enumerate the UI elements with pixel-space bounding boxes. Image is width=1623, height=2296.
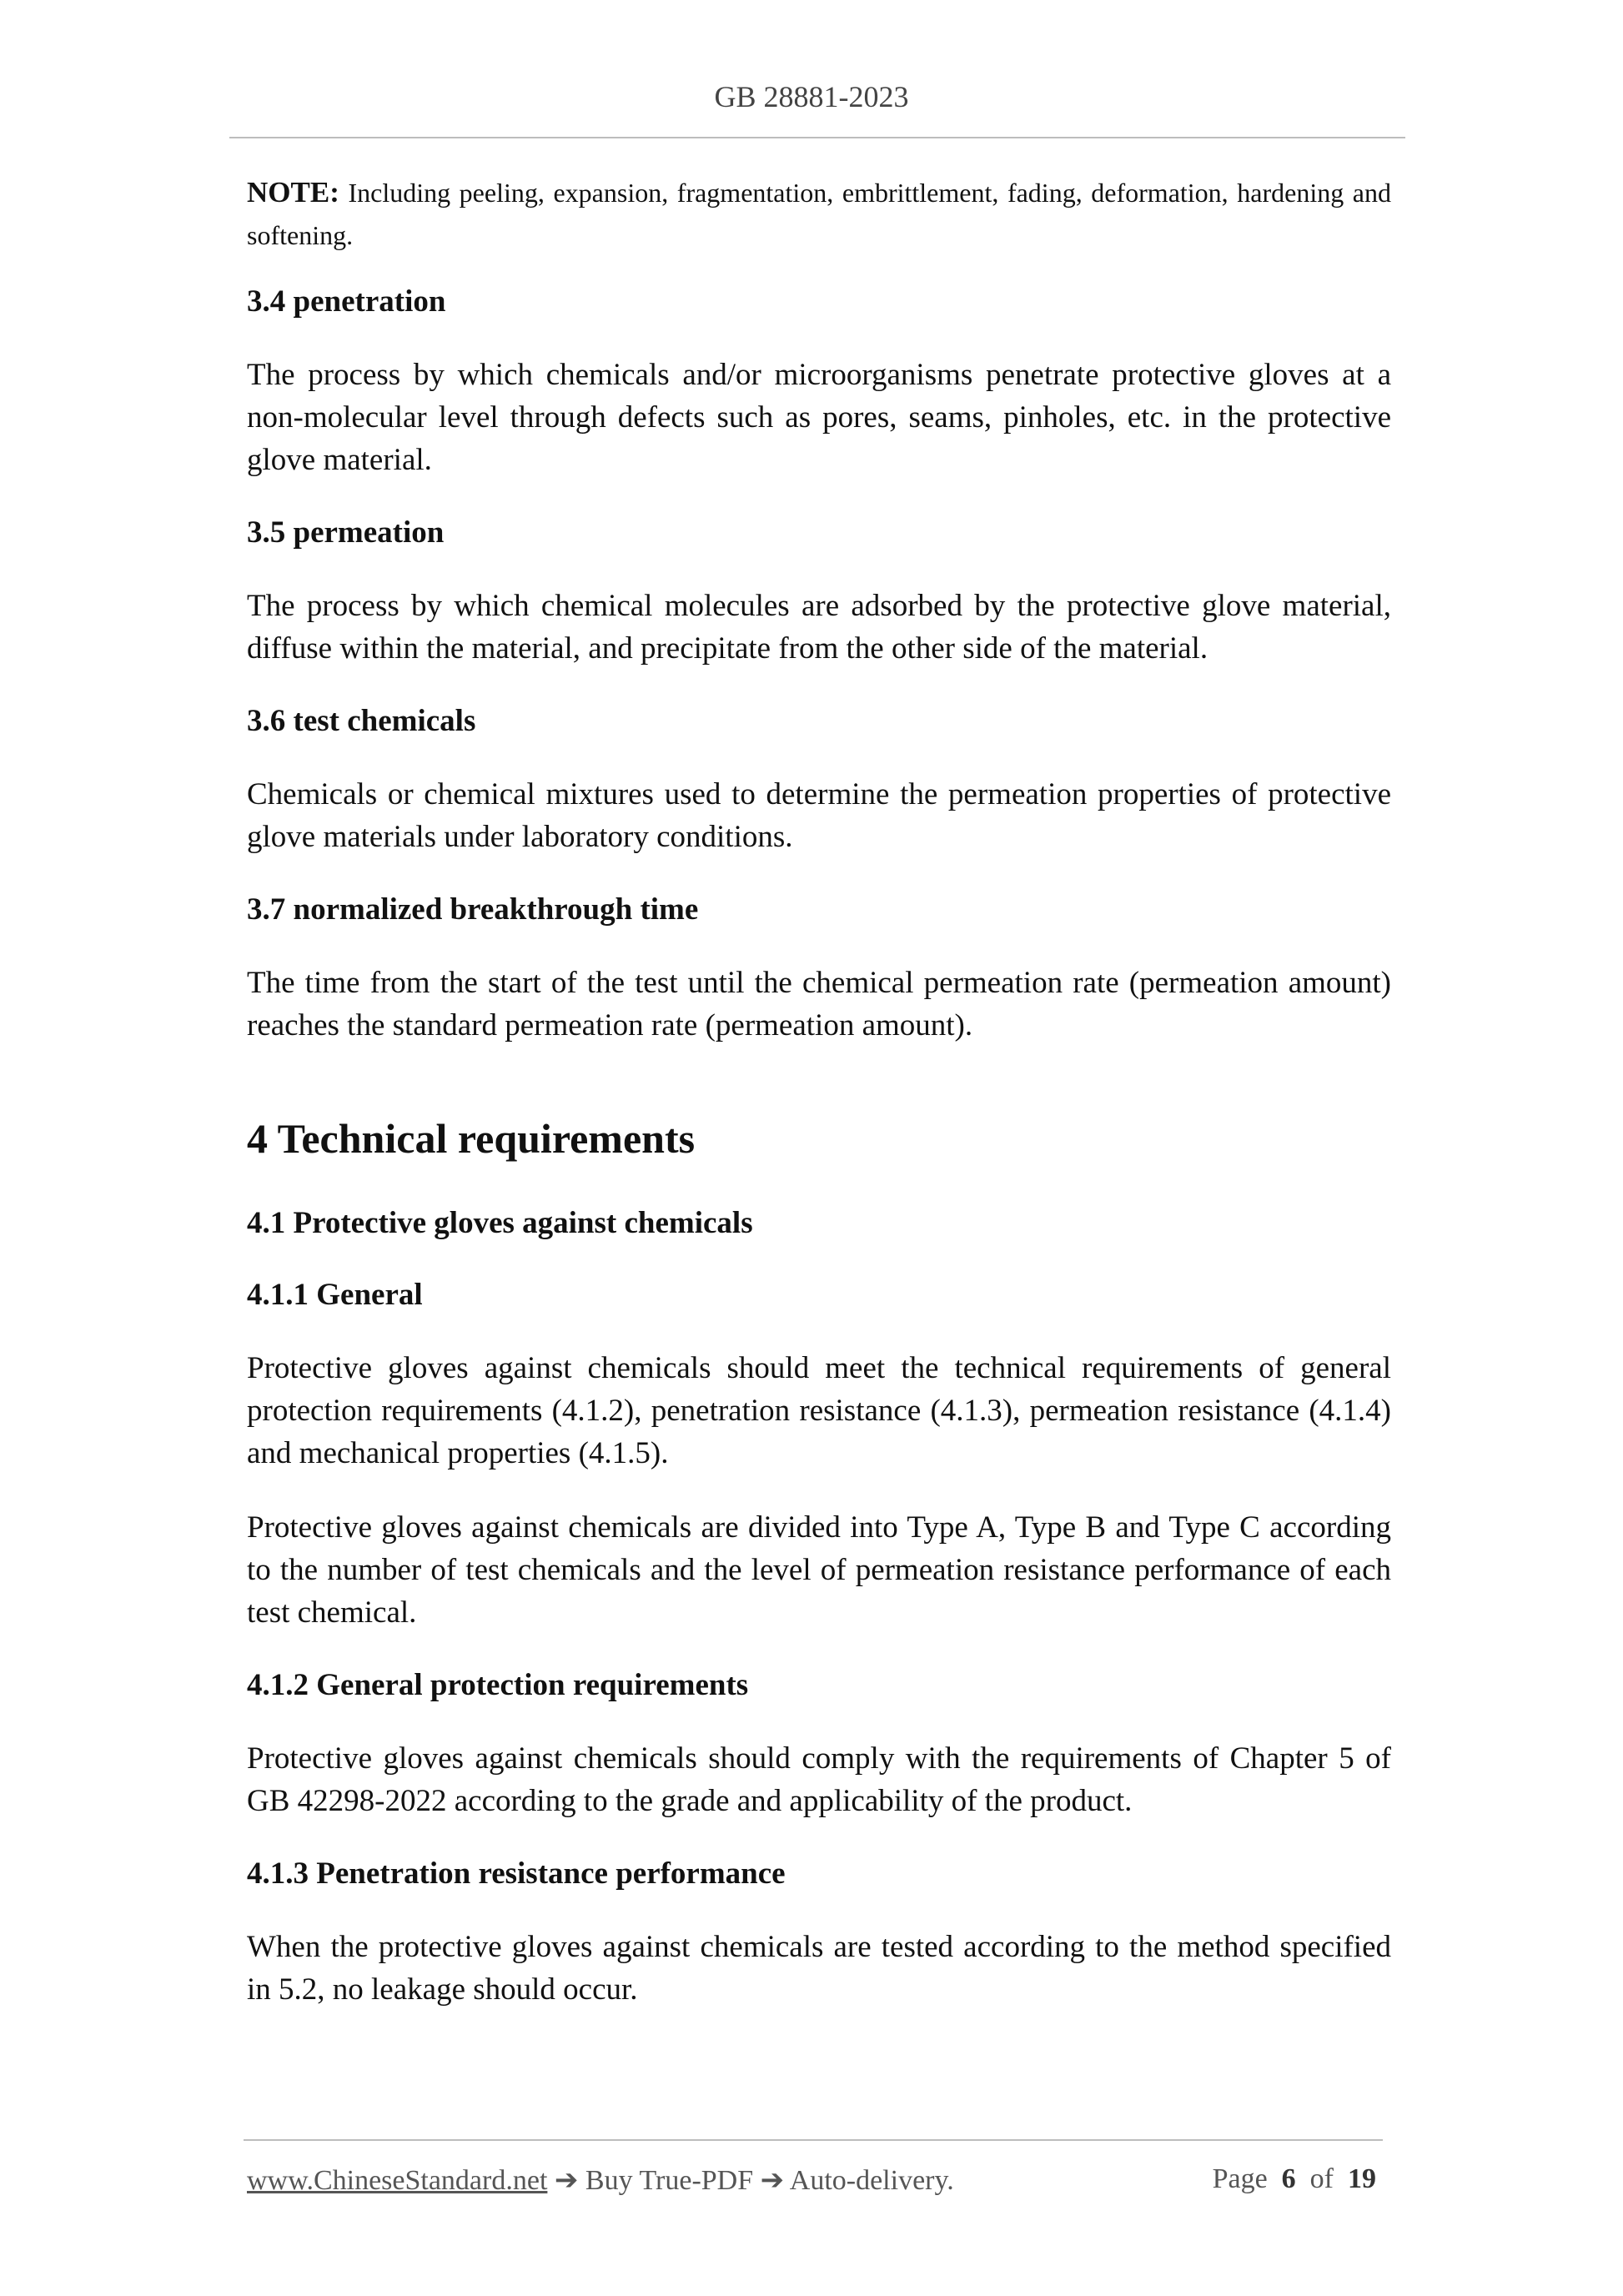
paragraph-4-1-3: When the protective gloves against chemicals are tested according to the method specified in 5.2, no leakage should occur. xyxy=(247,1930,1391,2007)
paragraph-4-1-1-a: Protective gloves against chemicals should meet the technical requirements of general protection requirements (4.1.2), penetration resistance (4.1.3), permeation resistance (4.1.4) and mechanical properties (4.1.5). xyxy=(247,1351,1391,1470)
paragraph-3-4: The process by which chemicals and/or microorganisms penetrate protective gloves at a non-molecular level through defects such as pores, seams, pinholes, etc. in the protective glove material. xyxy=(247,358,1391,477)
heading-4-1-3: 4.1.3 Penetration resistance performance xyxy=(247,1856,786,1891)
footer-divider xyxy=(244,2139,1383,2141)
header-divider xyxy=(229,137,1405,138)
page-number: 6 xyxy=(1281,2163,1296,2194)
paragraph-4-1-1-b: Protective gloves against chemicals are divided into Type A, Type B and Type C according to the number of test chemicals and the level of permeation resistance performance of each test chemical. xyxy=(247,1510,1391,1630)
footer-promo xyxy=(247,2163,954,2197)
heading-4: 4 Technical requirements xyxy=(247,1115,696,1162)
document-body xyxy=(247,171,1391,2042)
note-label: NOTE: xyxy=(247,176,339,208)
heading-3-7: 3.7 normalized breakthrough time xyxy=(247,892,699,927)
heading-4-1: 4.1 Protective gloves against chemicals xyxy=(247,1206,753,1240)
paragraph-3-6: Chemicals or chemical mixtures used to determine the permeation properties of protective glove materials under laboratory conditions. xyxy=(247,777,1391,854)
paragraph-3-5: The process by which chemical molecules are adsorbed by the protective glove material, diffuse within the material, and precipitate from the other side of the material. xyxy=(247,589,1391,666)
paragraph-4-1-2: Protective gloves against chemicals should comply with the requirements of Chapter 5 of GB 42298-2022 according to the grade and applicability of the product. xyxy=(247,1741,1391,1818)
note-paragraph xyxy=(247,171,1391,257)
heading-4-1-1: 4.1.1 General xyxy=(247,1278,423,1312)
website-link[interactable]: www.ChineseStandard.net xyxy=(247,2165,548,2196)
total-pages: 19 xyxy=(1348,2163,1376,2194)
note-text: Including peeling, expansion, fragmentation, embrittlement, fading, deformation, hardening and softening. xyxy=(247,178,1392,250)
buy-true-pdf-text: Buy True-PDF xyxy=(585,2165,754,2196)
heading-3-4: 3.4 penetration xyxy=(247,284,446,319)
heading-4-1-2: 4.1.2 General protection requirements xyxy=(247,1668,749,1702)
paragraph-3-7: The time from the start of the test until the chemical permeation rate (permeation amount) reaches the standard permeation rate (permeation amount). xyxy=(247,966,1391,1042)
arrow-right-icon: ➔ xyxy=(760,2165,785,2196)
page-label: Page xyxy=(1212,2163,1268,2194)
heading-3-6: 3.6 test chemicals xyxy=(247,704,476,738)
arrow-right-icon: ➔ xyxy=(554,2165,579,2196)
page-header-title: GB 28881-2023 xyxy=(714,80,909,113)
auto-delivery-text: Auto-delivery. xyxy=(789,2165,954,2196)
heading-3-5: 3.5 permeation xyxy=(247,515,445,550)
page-counter xyxy=(1213,2163,1376,2195)
of-label: of xyxy=(1309,2163,1334,2194)
